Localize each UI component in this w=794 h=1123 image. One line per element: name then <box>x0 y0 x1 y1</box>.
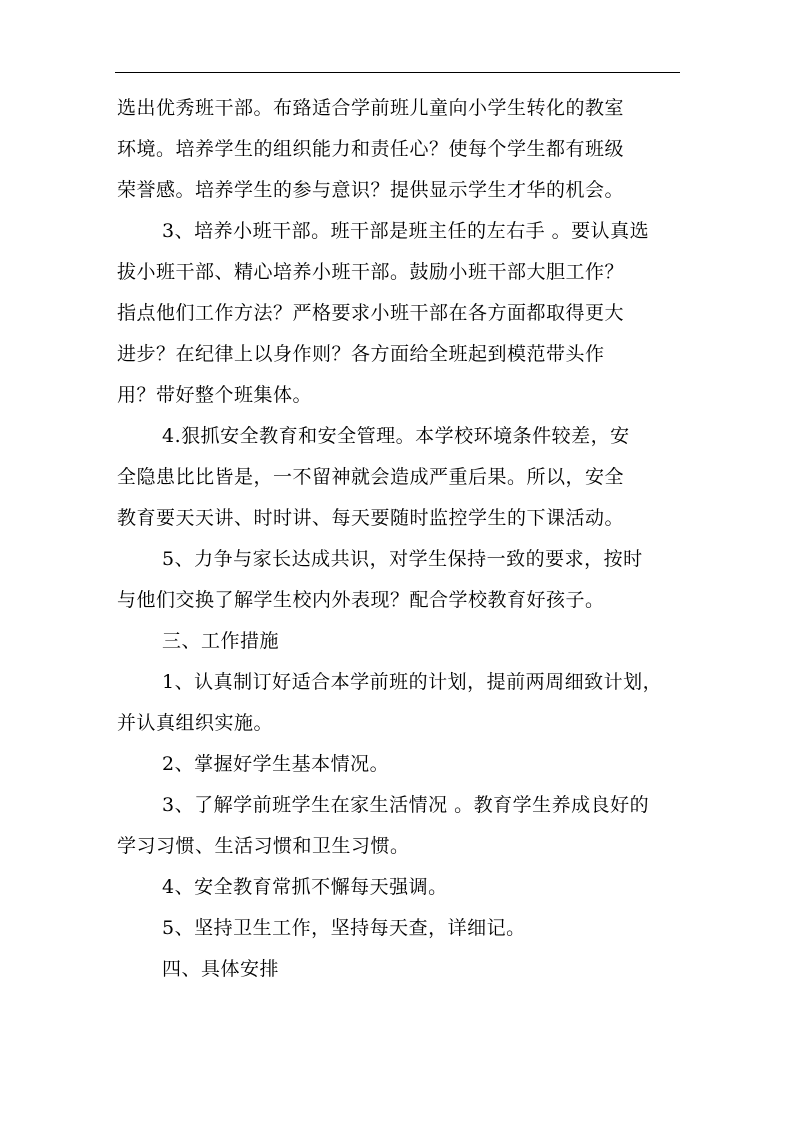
header-rule <box>115 72 680 73</box>
text-line: 教育要天天讲、时时讲、每天要随时监控学生的下课活动。 <box>117 507 625 529</box>
text-line: 选出优秀班干部。布臵适合学前班儿童向小学生转化的教室 <box>117 97 625 119</box>
text-line: 全隐患比比皆是，一不留神就会造成严重后果。所以，安全 <box>117 466 625 488</box>
text-line: 1、认真制订好适合本学前班的计划，提前两周细致计划， <box>162 671 663 693</box>
text-line: 用？带好整个班集体。 <box>117 384 313 406</box>
text-line: 指点他们工作方法？严格要求小班干部在各方面都取得更大 <box>117 302 625 324</box>
text-line: 进步？在纪律上以身作则？各方面给全班起到模范带头作 <box>117 343 605 365</box>
text-line: 5、坚持卫生工作，坚持每天查，详细记。 <box>162 917 526 939</box>
text-line: 环境。培养学生的组织能力和责任心？使每个学生都有班级 <box>117 138 625 160</box>
text-line: 并认真组织实施。 <box>117 712 274 734</box>
text-line: 4.狠抓安全教育和安全管理。本学校环境条件较差，安 <box>162 425 630 447</box>
text-line: 2、掌握好学生基本情况。 <box>162 753 390 775</box>
text-line: 学习习惯、生活习惯和卫生习惯。 <box>117 835 410 857</box>
text-line: 四、具体安排 <box>162 958 280 980</box>
text-line: 三、工作措施 <box>162 630 280 652</box>
text-line: 3、培养小班干部。班干部是班主任的左右手 。要认真选 <box>162 220 650 242</box>
text-line: 拔小班干部、精心培养小班干部。鼓励小班干部大胆工作？ <box>117 261 625 283</box>
text-line: 4、安全教育常抓不懈每天强调。 <box>162 876 448 898</box>
text-line: 5、力争与家长达成共识，对学生保持一致的要求，按时 <box>162 548 643 570</box>
document-body <box>117 88 683 990</box>
text-line: 3、了解学前班学生在家生活情况 。教育学生养成良好的 <box>162 794 650 816</box>
text-line: 荣誉感。培养学生的参与意识？提供显示学生才华的机会。 <box>117 179 625 201</box>
text-line: 与他们交换了解学生校内外表现？配合学校教育好孩子。 <box>117 589 605 611</box>
